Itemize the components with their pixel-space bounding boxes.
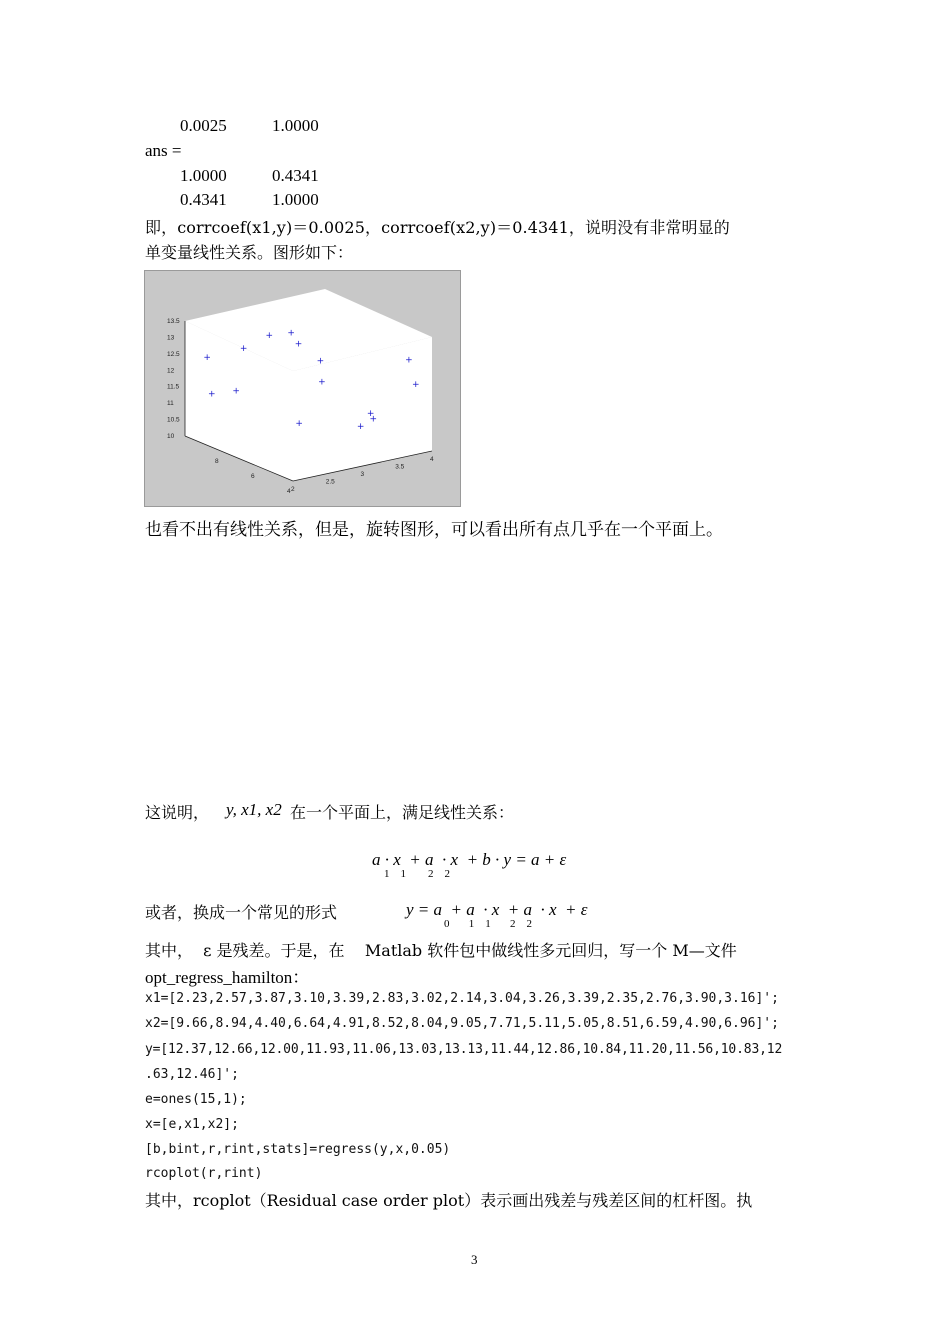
paragraph-prefix: 这说明， [145,803,210,822]
paragraph-line: 其中， ε 是残差。于是，在 Matlab 软件包中做线性多元回归，写一个 M—文件 [145,941,737,960]
equation-subscripts: 0 1 1 2 2 [444,918,532,930]
matrix-cell: 1.0000 [272,190,319,209]
z-tick-label: 12 [167,367,175,375]
scatter-3d-plot [145,271,461,507]
data-point-marker: + [369,414,377,425]
equation-subscripts: 1 1 2 2 [384,868,450,880]
data-point-marker: + [287,328,295,339]
filename: opt_regress_hamilton： [145,968,310,987]
matrix-cell: 0.0025 [180,116,227,135]
data-point-marker: + [294,339,303,350]
matrix-cell: 1.0000 [180,166,227,185]
data-point-marker: + [265,331,274,342]
code-line: rcoplot(r,rint) [145,1166,263,1181]
z-tick-label: 13.5 [167,318,180,325]
data-point-marker: + [356,422,365,433]
data-point-marker: + [316,356,325,367]
z-tick-label: 10.5 [167,416,180,424]
variables-inline: y, x1, x2 [226,800,282,819]
x2-tick-label: 6 [251,473,255,480]
z-tick-label: 13 [167,334,175,342]
x2-tick-label: 4 [287,488,291,495]
code-line: e=ones(15,1); [145,1092,247,1107]
z-tick-label: 11 [167,400,174,408]
paragraph-line: 单变量线性关系。图形如下： [145,243,354,262]
x2-tick-label: 8 [215,458,219,465]
code-line: x1=[2.23,2.57,3.87,3.10,3.39,2.83,3.02,2.14,3.04,3.26,3.39,2.35,2.76,3.90,3.16]'; [145,991,779,1006]
paragraph-line: 或者，换成一个常见的形式 [145,903,338,922]
data-point-marker: + [203,353,211,364]
equation-main: a · x + a · x + b · y = a + ε [372,850,567,869]
code-line: .63,12.46]'; [145,1067,239,1082]
scatter-3d-figure [144,270,461,507]
paragraph-line: 即，corrcoef(x1,y)＝0.0025，corrcoef(x2,y)＝0.4341，说明没有非常明显的 [145,218,730,237]
data-point-marker: + [411,380,420,391]
data-point-marker: + [405,355,413,366]
x1-tick-label: 2 [291,486,295,493]
matrix-cell: 1.0000 [272,116,319,135]
page-number: 3 [471,1252,478,1267]
paragraph-line: 其中，rcoplot（Residual case order plot）表示画出残差与残差区间的杠杆图。执 [145,1191,753,1210]
code-line: [b,bint,r,rint,stats]=regress(y,x,0.05) [145,1142,451,1157]
equation-main: y = a + a · x + a · x + ε [406,900,588,919]
paragraph-suffix: 在一个平面上，满足线性关系： [290,803,515,822]
x1-tick-label: 3 [360,471,365,478]
x1-tick-label: 3.5 [395,463,405,471]
matrix-cell: 0.4341 [272,166,319,185]
z-tick-label: 10 [167,433,175,440]
matrix-cell: 0.4341 [180,190,227,209]
ans-label: ans = [145,141,182,160]
code-line: x=[e,x1,x2]; [145,1117,239,1132]
code-line: y=[12.37,12.66,12.00,11.93,11.06,13.03,13.13,11.44,12.86,10.84,11.20,11.56,10.83,12 [145,1042,783,1057]
data-point-marker: + [208,389,216,400]
data-point-marker: + [366,408,375,419]
z-tick-label: 12.5 [167,350,180,358]
data-point-marker: + [295,418,303,429]
x1-tick-label: 4 [430,456,434,463]
data-point-marker: + [239,344,248,354]
code-line: x2=[9.66,8.94,4.40,6.64,4.91,8.52,8.04,9.05,7.71,5.11,5.05,8.51,6.59,4.90,6.96]'; [145,1016,779,1031]
paragraph-line: 也看不出有线性关系，但是，旋转图形，可以看出所有点几乎在一个平面上。 [145,520,723,540]
data-point-marker: + [232,386,240,397]
x1-tick-label: 2.5 [325,478,335,486]
data-point-marker: + [318,377,326,388]
z-tick-label: 11.5 [167,383,180,391]
